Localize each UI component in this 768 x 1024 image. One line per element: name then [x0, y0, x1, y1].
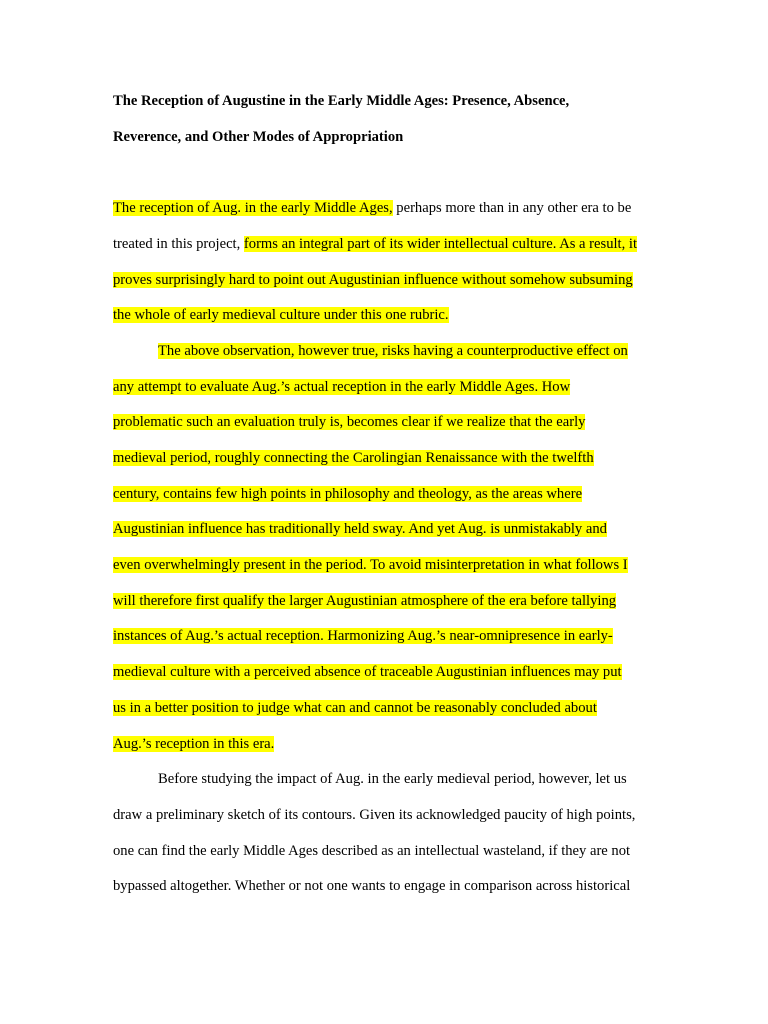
paragraph-2-line: [113, 405, 658, 441]
paragraph-2-line: [113, 477, 658, 513]
paragraph-3-line: bypassed altogether. Whether or not one wants to engage in comparison across historical: [113, 878, 631, 895]
highlighted-text: us in a better position to judge what can and cannot be reasonably concluded about: [113, 699, 597, 716]
plain-text: perhaps more than in any other era to be: [392, 200, 632, 217]
highlighted-text: instances of Aug.’s actual reception. Harmonizing Aug.’s near-omnipresence in early-: [113, 628, 613, 645]
highlighted-text: The reception of Aug. in the early Middle Ages,: [113, 200, 393, 217]
paragraph-1-line: [113, 298, 658, 334]
highlighted-text: Augustinian influence has traditionally held sway. And yet Aug. is unmistakably and: [113, 521, 607, 538]
paragraph-2-line: [113, 584, 658, 620]
highlighted-text: century, contains few high points in philosophy and theology, as the areas where: [113, 485, 583, 502]
highlighted-text: The above observation, however true, risks having a counterproductive effect on: [158, 342, 628, 359]
paragraph-2-line: [113, 370, 658, 406]
paragraph-3: [113, 762, 658, 905]
highlighted-text: proves surprisingly hard to point out Augustinian influence without somehow subsuming: [113, 271, 633, 288]
plain-text: treated in this project,: [113, 235, 244, 252]
highlighted-text: medieval culture with a perceived absence of traceable Augustinian influences may put: [113, 664, 622, 681]
highlighted-text: problematic such an evaluation truly is, becomes clear if we realize that the early: [113, 414, 586, 431]
paragraph-2-line: [113, 727, 658, 763]
paragraph-1: [113, 191, 658, 334]
document-title-line-1: The Reception of Augustine in the Early Middle Ages: Presence, Absence,: [113, 93, 570, 109]
document-title-line-2: Reverence, and Other Modes of Appropriation: [113, 128, 404, 145]
title-spacer: [113, 155, 658, 191]
paragraph-2-line: [113, 512, 658, 548]
paragraph-1-line: [113, 227, 658, 263]
document-page: [113, 84, 658, 905]
highlighted-text: medieval period, roughly connecting the Carolingian Renaissance with the twelfth: [113, 450, 594, 466]
paragraph-1-line: [113, 191, 658, 227]
paragraph-1-line: [113, 263, 658, 299]
highlighted-text: forms an integral part of its wider intellectual culture. As a result, it: [243, 235, 638, 252]
highlighted-text: even overwhelmingly present in the period. To avoid misinterpretation in what follows I: [113, 557, 628, 574]
highlighted-text: the whole of early medieval culture under this one rubric.: [113, 307, 449, 324]
paragraph-2-line: [113, 441, 658, 477]
paragraph-2-line: [113, 548, 658, 584]
paragraph-2-line: [113, 655, 658, 691]
paragraph-2: [113, 334, 658, 762]
highlighted-text: will therefore first qualify the larger Augustinian atmosphere of the era before tallying: [113, 592, 617, 609]
paragraph-2-line: [113, 619, 658, 655]
paragraph-2-line: [113, 691, 658, 727]
highlighted-text: Aug.’s reception in this era.: [113, 735, 275, 752]
paragraph-3-line: draw a preliminary sketch of its contours. Given its acknowledged paucity of high points,: [113, 806, 636, 823]
paragraph-3-line: one can find the early Middle Ages described as an intellectual wasteland, if they are not: [113, 842, 631, 859]
paragraph-3-line: Before studying the impact of Aug. in the early medieval period, however, let us: [158, 771, 627, 788]
highlighted-text: any attempt to evaluate Aug.’s actual reception in the early Middle Ages. How: [113, 378, 571, 395]
paragraph-2-line: [113, 334, 658, 370]
